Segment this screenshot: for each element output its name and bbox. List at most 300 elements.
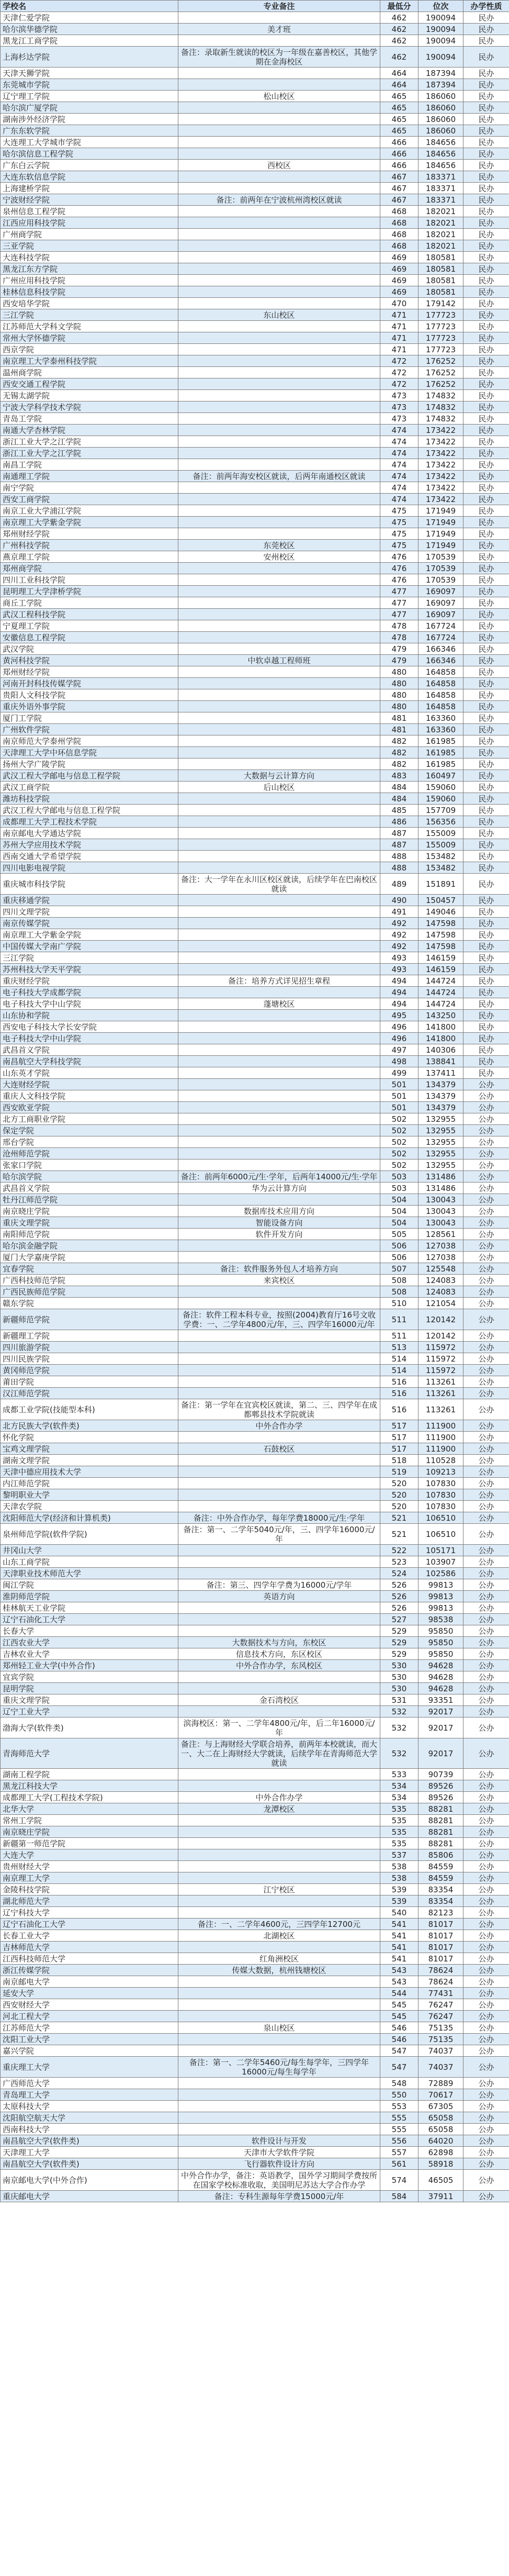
header-type: 办学性质 xyxy=(463,1,509,12)
school-cell: 浙江工业大学之江学院 xyxy=(1,436,178,448)
type-cell: 公办 xyxy=(463,1240,509,1252)
rank-cell: 149046 xyxy=(418,906,463,918)
school-cell: 中国传媒大学南广学院 xyxy=(1,941,178,952)
type-cell: 公办 xyxy=(463,1353,509,1365)
score-cell: 508 xyxy=(380,1275,418,1286)
rank-cell: 106510 xyxy=(418,1512,463,1524)
table-row xyxy=(1,2034,509,2045)
type-cell: 民办 xyxy=(463,148,509,160)
score-cell: 502 xyxy=(380,1136,418,1148)
school-cell: 南京晓庄学院 xyxy=(1,1206,178,1217)
table-row xyxy=(1,494,509,505)
rank-cell: 81017 xyxy=(418,1942,463,1953)
type-cell: 民办 xyxy=(463,609,509,620)
score-cell: 493 xyxy=(380,964,418,975)
rank-cell: 146159 xyxy=(418,952,463,964)
type-cell: 民办 xyxy=(463,998,509,1010)
score-cell: 550 xyxy=(380,2089,418,2101)
major-cell xyxy=(178,1614,380,1625)
school-cell: 大连科技学院 xyxy=(1,252,178,263)
rank-cell: 174832 xyxy=(418,413,463,425)
type-cell: 公办 xyxy=(463,1919,509,1930)
table-row xyxy=(1,505,509,517)
table-row xyxy=(1,1988,509,1999)
type-cell: 公办 xyxy=(463,1136,509,1148)
rank-cell: 95850 xyxy=(418,1648,463,1660)
table-row xyxy=(1,666,509,678)
score-cell: 486 xyxy=(380,816,418,828)
rank-cell: 167724 xyxy=(418,632,463,643)
major-cell xyxy=(178,425,380,436)
rank-cell: 184656 xyxy=(418,148,463,160)
score-cell: 534 xyxy=(380,1780,418,1792)
rank-cell: 83354 xyxy=(418,1884,463,1895)
score-cell: 468 xyxy=(380,217,418,229)
major-cell: 松山校区 xyxy=(178,91,380,102)
score-cell: 480 xyxy=(380,701,418,712)
rank-cell: 147598 xyxy=(418,918,463,929)
table-row xyxy=(1,1217,509,1229)
school-cell: 三江学院 xyxy=(1,309,178,321)
type-cell: 民办 xyxy=(463,367,509,378)
score-cell: 469 xyxy=(380,286,418,298)
table-row xyxy=(1,1792,509,1803)
type-cell: 民办 xyxy=(463,494,509,505)
table-row xyxy=(1,620,509,632)
rank-cell: 115972 xyxy=(418,1342,463,1353)
type-cell: 公办 xyxy=(463,1388,509,1399)
score-cell: 520 xyxy=(380,1489,418,1501)
table-row xyxy=(1,68,509,79)
table-row xyxy=(1,1602,509,1614)
school-cell: 辽宁石油化工大学 xyxy=(1,1919,178,1930)
rank-cell: 169097 xyxy=(418,586,463,597)
type-cell: 公办 xyxy=(463,1965,509,1976)
school-cell: 张家口学院 xyxy=(1,1159,178,1171)
type-cell: 民办 xyxy=(463,597,509,609)
rank-cell: 180581 xyxy=(418,275,463,286)
type-cell: 民办 xyxy=(463,413,509,425)
school-cell: 成都理工大学工程技术学院 xyxy=(1,816,178,828)
table-row xyxy=(1,2158,509,2170)
rank-cell: 62898 xyxy=(418,2147,463,2158)
table-row xyxy=(1,2045,509,2057)
table-row xyxy=(1,805,509,816)
score-cell: 520 xyxy=(380,1478,418,1489)
school-cell: 黄冈师范学院 xyxy=(1,1365,178,1376)
type-cell: 公办 xyxy=(463,1671,509,1683)
rank-cell: 163360 xyxy=(418,712,463,724)
type-cell: 公办 xyxy=(463,2191,509,2202)
rank-cell: 111900 xyxy=(418,1443,463,1455)
score-cell: 493 xyxy=(380,952,418,964)
rank-cell: 37911 xyxy=(418,2191,463,2202)
major-cell xyxy=(178,275,380,286)
major-cell xyxy=(178,1976,380,1988)
table-row xyxy=(1,1625,509,1637)
type-cell: 民办 xyxy=(463,344,509,355)
major-cell xyxy=(178,1342,380,1353)
rank-cell: 132955 xyxy=(418,1136,463,1148)
score-cell: 557 xyxy=(380,2147,418,2158)
rank-cell: 90739 xyxy=(418,1769,463,1780)
score-cell: 482 xyxy=(380,735,418,747)
type-cell: 公办 xyxy=(463,1976,509,1988)
table-row xyxy=(1,782,509,793)
school-cell: 广西科技师范学院 xyxy=(1,1275,178,1286)
type-cell: 公办 xyxy=(463,1466,509,1478)
major-cell xyxy=(178,1568,380,1579)
score-cell: 502 xyxy=(380,1113,418,1125)
type-cell: 公办 xyxy=(463,1342,509,1353)
major-cell xyxy=(178,1148,380,1159)
table-row xyxy=(1,2170,509,2191)
score-cell: 497 xyxy=(380,1044,418,1056)
rank-cell: 164858 xyxy=(418,689,463,701)
major-cell xyxy=(178,574,380,586)
major-cell xyxy=(178,390,380,402)
type-cell: 民办 xyxy=(463,1021,509,1033)
type-cell: 民办 xyxy=(463,759,509,770)
school-cell: 四川文理学院 xyxy=(1,906,178,918)
major-cell: 备注：一、二学年4600元，三四学年12700元 xyxy=(178,1919,380,1930)
rank-cell: 74037 xyxy=(418,2045,463,2057)
score-cell: 480 xyxy=(380,666,418,678)
table-row xyxy=(1,1353,509,1365)
school-cell: 上海建桥学院 xyxy=(1,183,178,194)
score-cell: 496 xyxy=(380,1021,418,1033)
type-cell: 民办 xyxy=(463,712,509,724)
table-row xyxy=(1,2135,509,2147)
school-cell: 广东白云学院 xyxy=(1,160,178,171)
rank-cell: 155009 xyxy=(418,839,463,851)
table-row xyxy=(1,1930,509,1942)
school-cell: 湖南涉外经济学院 xyxy=(1,114,178,125)
major-cell xyxy=(178,2045,380,2057)
score-cell: 472 xyxy=(380,367,418,378)
school-cell: 南京理工大学紫金学院 xyxy=(1,929,178,941)
score-cell: 519 xyxy=(380,1466,418,1478)
score-cell: 502 xyxy=(380,1148,418,1159)
major-cell: 备注：大一学年在永川区校区就读，后续学年在巴南校区就读 xyxy=(178,874,380,895)
rank-cell: 70617 xyxy=(418,2089,463,2101)
score-cell: 505 xyxy=(380,1229,418,1240)
table-row xyxy=(1,632,509,643)
table-row xyxy=(1,1194,509,1206)
major-cell xyxy=(178,1252,380,1263)
table-row xyxy=(1,24,509,35)
major-cell xyxy=(178,1478,380,1489)
score-cell: 533 xyxy=(380,1769,418,1780)
rank-cell: 99813 xyxy=(418,1591,463,1602)
school-cell: 井冈山大学 xyxy=(1,1545,178,1556)
major-cell xyxy=(178,1455,380,1466)
school-cell: 青岛理工大学 xyxy=(1,2089,178,2101)
table-row xyxy=(1,1342,509,1353)
type-cell: 民办 xyxy=(463,321,509,332)
table-row xyxy=(1,344,509,355)
rank-cell: 127038 xyxy=(418,1240,463,1252)
rank-cell: 128561 xyxy=(418,1229,463,1240)
major-cell: 备注：第一、二学年5040元/年，三、四学年16000元/年 xyxy=(178,1524,380,1545)
school-cell: 沈阳航空航天大学 xyxy=(1,2112,178,2124)
school-cell: 山东英才学院 xyxy=(1,1067,178,1079)
major-cell xyxy=(178,724,380,735)
type-cell: 民办 xyxy=(463,874,509,895)
rank-cell: 120142 xyxy=(418,1330,463,1342)
table-row xyxy=(1,701,509,712)
major-cell xyxy=(178,1826,380,1838)
type-cell: 民办 xyxy=(463,770,509,782)
table-row xyxy=(1,689,509,701)
rank-cell: 169097 xyxy=(418,609,463,620)
major-cell xyxy=(178,206,380,217)
rank-cell: 177723 xyxy=(418,344,463,355)
table-row xyxy=(1,563,509,574)
school-cell: 重庆文理学院 xyxy=(1,1217,178,1229)
score-cell: 464 xyxy=(380,68,418,79)
school-cell: 四川旅游学院 xyxy=(1,1342,178,1353)
school-cell: 宁波大学科学技术学院 xyxy=(1,402,178,413)
type-cell: 民办 xyxy=(463,805,509,816)
school-cell: 天津农学院 xyxy=(1,1501,178,1512)
type-cell: 民办 xyxy=(463,551,509,563)
major-cell xyxy=(178,1815,380,1826)
score-cell: 532 xyxy=(380,1706,418,1718)
rank-cell: 113261 xyxy=(418,1399,463,1420)
type-cell: 民办 xyxy=(463,355,509,367)
rank-cell: 64020 xyxy=(418,2135,463,2147)
rank-cell: 182021 xyxy=(418,217,463,229)
school-cell: 重庆财经学院 xyxy=(1,975,178,987)
rank-cell: 130043 xyxy=(418,1194,463,1206)
school-cell: 天津仁爱学院 xyxy=(1,12,178,24)
rank-cell: 137411 xyxy=(418,1067,463,1079)
major-cell xyxy=(178,1079,380,1090)
score-cell: 529 xyxy=(380,1637,418,1648)
table-row xyxy=(1,1171,509,1183)
major-cell xyxy=(178,918,380,929)
rank-cell: 58918 xyxy=(418,2158,463,2170)
major-cell xyxy=(178,263,380,275)
rank-cell: 173422 xyxy=(418,482,463,494)
score-cell: 482 xyxy=(380,759,418,770)
type-cell: 民办 xyxy=(463,540,509,551)
rank-cell: 113261 xyxy=(418,1376,463,1388)
major-cell xyxy=(178,805,380,816)
score-cell: 521 xyxy=(380,1512,418,1524)
major-cell: 备注：录取新生就读的校区为一年级在嘉善校区，其他学期在金海校区 xyxy=(178,47,380,68)
type-cell: 公办 xyxy=(463,2170,509,2191)
major-cell xyxy=(178,1907,380,1919)
type-cell: 公办 xyxy=(463,2045,509,2057)
rank-cell: 134379 xyxy=(418,1102,463,1113)
school-cell: 武汉工程大学邮电与信息工程学院 xyxy=(1,805,178,816)
type-cell: 民办 xyxy=(463,482,509,494)
table-row xyxy=(1,482,509,494)
table-row xyxy=(1,1443,509,1455)
table-row xyxy=(1,1206,509,1217)
rank-cell: 153482 xyxy=(418,851,463,862)
major-cell: 传媒大数据，杭州钱塘校区 xyxy=(178,1965,380,1976)
table-row xyxy=(1,1399,509,1420)
table-row xyxy=(1,1826,509,1838)
type-cell: 民办 xyxy=(463,828,509,839)
type-cell: 公办 xyxy=(463,2089,509,2101)
major-cell xyxy=(178,1298,380,1309)
score-cell: 511 xyxy=(380,1330,418,1342)
type-cell: 公办 xyxy=(463,1501,509,1512)
school-cell: 大连东软信息学院 xyxy=(1,171,178,183)
table-row xyxy=(1,47,509,68)
school-cell: 南京工业大学浦江学院 xyxy=(1,505,178,517)
rank-cell: 184656 xyxy=(418,160,463,171)
rank-cell: 78624 xyxy=(418,1965,463,1976)
type-cell: 民办 xyxy=(463,724,509,735)
type-cell: 公办 xyxy=(463,1625,509,1637)
school-cell: 哈尔滨广厦学院 xyxy=(1,102,178,114)
school-cell: 南昌工学院 xyxy=(1,459,178,471)
rank-cell: 81017 xyxy=(418,1930,463,1942)
table-row xyxy=(1,160,509,171)
rank-cell: 95850 xyxy=(418,1625,463,1637)
score-cell: 467 xyxy=(380,194,418,206)
score-cell: 491 xyxy=(380,906,418,918)
type-cell: 民办 xyxy=(463,471,509,482)
major-cell xyxy=(178,367,380,378)
school-cell: 重庆文理学院 xyxy=(1,1694,178,1706)
school-cell: 大连理工大学城市学院 xyxy=(1,137,178,148)
rank-cell: 89526 xyxy=(418,1780,463,1792)
table-row xyxy=(1,643,509,655)
type-cell: 公办 xyxy=(463,1365,509,1376)
table-row xyxy=(1,171,509,183)
school-cell: 广州科技学院 xyxy=(1,540,178,551)
school-cell: 吉林农业大学 xyxy=(1,1648,178,1660)
type-cell: 民办 xyxy=(463,171,509,183)
rank-cell: 176252 xyxy=(418,367,463,378)
school-cell: 南京师范大学泰州学院 xyxy=(1,735,178,747)
rank-cell: 78624 xyxy=(418,1976,463,1988)
table-row xyxy=(1,597,509,609)
school-cell: 牡丹江师范学院 xyxy=(1,1194,178,1206)
table-row xyxy=(1,12,509,24)
school-cell: 泉州师范学院(软件学院) xyxy=(1,1524,178,1545)
school-cell: 重庆移通学院 xyxy=(1,895,178,906)
table-row xyxy=(1,793,509,805)
rank-cell: 46505 xyxy=(418,2170,463,2191)
school-cell: 武汉工程科技学院 xyxy=(1,609,178,620)
major-cell: 中外合作办学，东风校区 xyxy=(178,1660,380,1671)
score-cell: 535 xyxy=(380,1826,418,1838)
score-cell: 508 xyxy=(380,1286,418,1298)
rank-cell: 166346 xyxy=(418,655,463,666)
type-cell: 公办 xyxy=(463,1942,509,1953)
rank-cell: 173422 xyxy=(418,471,463,482)
rank-cell: 121054 xyxy=(418,1298,463,1309)
type-cell: 民办 xyxy=(463,851,509,862)
table-row xyxy=(1,1466,509,1478)
header-major: 专业备注 xyxy=(178,1,380,12)
major-cell: 龙潭校区 xyxy=(178,1803,380,1815)
score-cell: 516 xyxy=(380,1388,418,1399)
score-cell: 513 xyxy=(380,1342,418,1353)
score-cell: 488 xyxy=(380,862,418,874)
score-cell: 471 xyxy=(380,332,418,344)
score-cell: 547 xyxy=(380,2057,418,2078)
major-cell: 中外合作办学 xyxy=(178,1792,380,1803)
major-cell xyxy=(178,517,380,528)
table-row xyxy=(1,540,509,551)
score-cell: 474 xyxy=(380,436,418,448)
table-row xyxy=(1,586,509,597)
school-cell: 新疆师范学院 xyxy=(1,1309,178,1330)
score-cell: 516 xyxy=(380,1399,418,1420)
type-cell: 民办 xyxy=(463,1044,509,1056)
major-cell xyxy=(178,1388,380,1399)
rank-cell: 176252 xyxy=(418,355,463,367)
table-row xyxy=(1,2191,509,2202)
table-row xyxy=(1,1907,509,1919)
major-cell: 备注：与上海财经大学联合培养，前两年本校就读，而大一、大二在上海财经大学就读，后续学年在青海师范大学就读 xyxy=(178,1738,380,1769)
major-cell xyxy=(178,828,380,839)
school-cell: 天津理工大学中环信息学院 xyxy=(1,747,178,759)
major-cell: 大数据技术与方向，东校区 xyxy=(178,1637,380,1648)
score-cell: 494 xyxy=(380,975,418,987)
score-cell: 469 xyxy=(380,252,418,263)
table-row xyxy=(1,1803,509,1815)
major-cell: 中软卓越工程师班 xyxy=(178,655,380,666)
table-row xyxy=(1,998,509,1010)
major-cell xyxy=(178,137,380,148)
type-cell: 民办 xyxy=(463,987,509,998)
score-cell: 511 xyxy=(380,1309,418,1330)
type-cell: 公办 xyxy=(463,1478,509,1489)
rank-cell: 166346 xyxy=(418,643,463,655)
rank-cell: 190094 xyxy=(418,47,463,68)
table-row xyxy=(1,425,509,436)
type-cell: 公办 xyxy=(463,1399,509,1420)
score-cell: 530 xyxy=(380,1683,418,1694)
type-cell: 公办 xyxy=(463,2034,509,2045)
major-cell xyxy=(178,2011,380,2022)
table-row xyxy=(1,1942,509,1953)
rank-cell: 173422 xyxy=(418,494,463,505)
score-cell: 510 xyxy=(380,1298,418,1309)
school-cell: 重庆城市科技学院 xyxy=(1,874,178,895)
type-cell: 公办 xyxy=(463,1489,509,1501)
type-cell: 公办 xyxy=(463,1171,509,1183)
rank-cell: 170539 xyxy=(418,551,463,563)
school-cell: 扬州大学广陵学院 xyxy=(1,759,178,770)
table-row xyxy=(1,1432,509,1443)
major-cell: 安州校区 xyxy=(178,551,380,563)
table-row xyxy=(1,1079,509,1090)
type-cell: 民办 xyxy=(463,906,509,918)
table-row xyxy=(1,125,509,137)
score-cell: 473 xyxy=(380,390,418,402)
school-cell: 山东协和学院 xyxy=(1,1010,178,1021)
score-cell: 465 xyxy=(380,114,418,125)
score-cell: 530 xyxy=(380,1671,418,1683)
score-cell: 530 xyxy=(380,1660,418,1671)
major-cell: 滨海校区：第一、二学年4800元/年，后二年16000元/年 xyxy=(178,1718,380,1738)
rank-cell: 161985 xyxy=(418,759,463,770)
rank-cell: 111900 xyxy=(418,1432,463,1443)
type-cell: 公办 xyxy=(463,1988,509,1999)
type-cell: 公办 xyxy=(463,1838,509,1849)
table-row xyxy=(1,1780,509,1792)
